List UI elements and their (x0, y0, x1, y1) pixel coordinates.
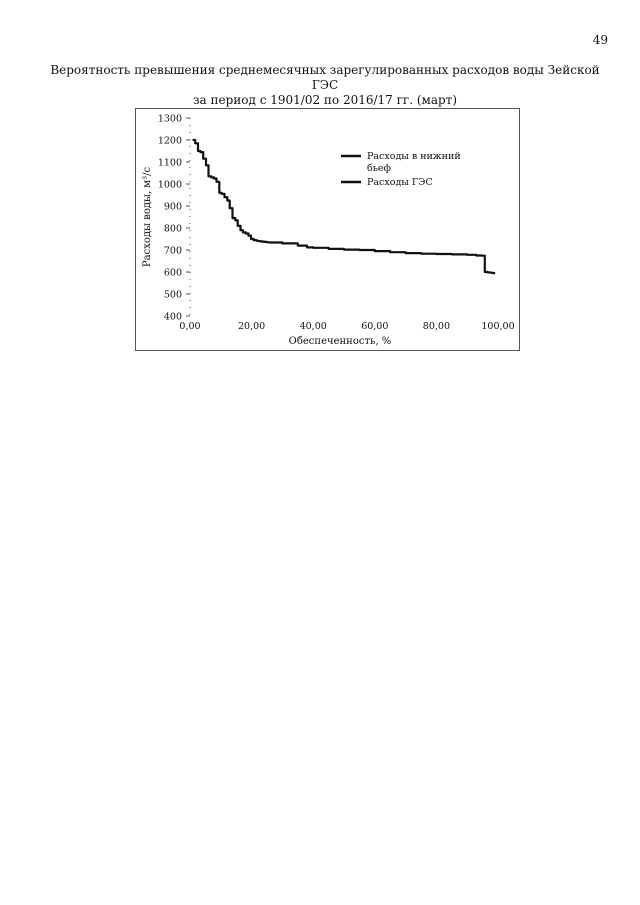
x-axis-label: Обеспеченность, % (288, 336, 392, 347)
x-tick-label: 40,00 (299, 321, 327, 332)
page-title (40, 63, 610, 108)
x-tick-label: 80,00 (422, 321, 451, 332)
probability-chart (136, 109, 521, 352)
chart-legend (341, 151, 461, 188)
x-tick-label: 60,00 (361, 321, 389, 332)
y-axis-label: Расходы воды, м³/с (142, 166, 153, 268)
title-line-2: за период с 1901/02 по 2016/17 гг. (март) (193, 93, 457, 107)
y-tick-label: 1200 (157, 135, 182, 147)
x-tick-label: 0,00 (179, 321, 201, 332)
title-line-1: Вероятность превышения среднемесячных зарегулированных расходов воды Зейской ГЭС (50, 63, 600, 92)
y-tick-label: 900 (163, 201, 182, 213)
y-tick-label: 800 (163, 223, 182, 235)
y-tick-label: 1100 (157, 157, 182, 169)
page-number: 49 (592, 33, 608, 47)
chart-frame (135, 108, 520, 351)
legend-label-lower-pool-2: бьеф (367, 163, 391, 174)
x-tick-label: 20,00 (237, 321, 266, 332)
y-tick-label: 600 (163, 267, 182, 279)
y-tick-label: 1300 (157, 113, 182, 125)
legend-label-lower-pool-1: Расходы в нижний (367, 151, 461, 162)
y-tick-label: 1000 (157, 179, 182, 191)
y-tick-label: 500 (163, 289, 182, 301)
x-tick-label: 100,00 (481, 321, 515, 332)
y-tick-label: 700 (163, 245, 182, 257)
legend-label-hpp: Расходы ГЭС (367, 177, 433, 188)
y-tick-label: 400 (163, 311, 182, 323)
